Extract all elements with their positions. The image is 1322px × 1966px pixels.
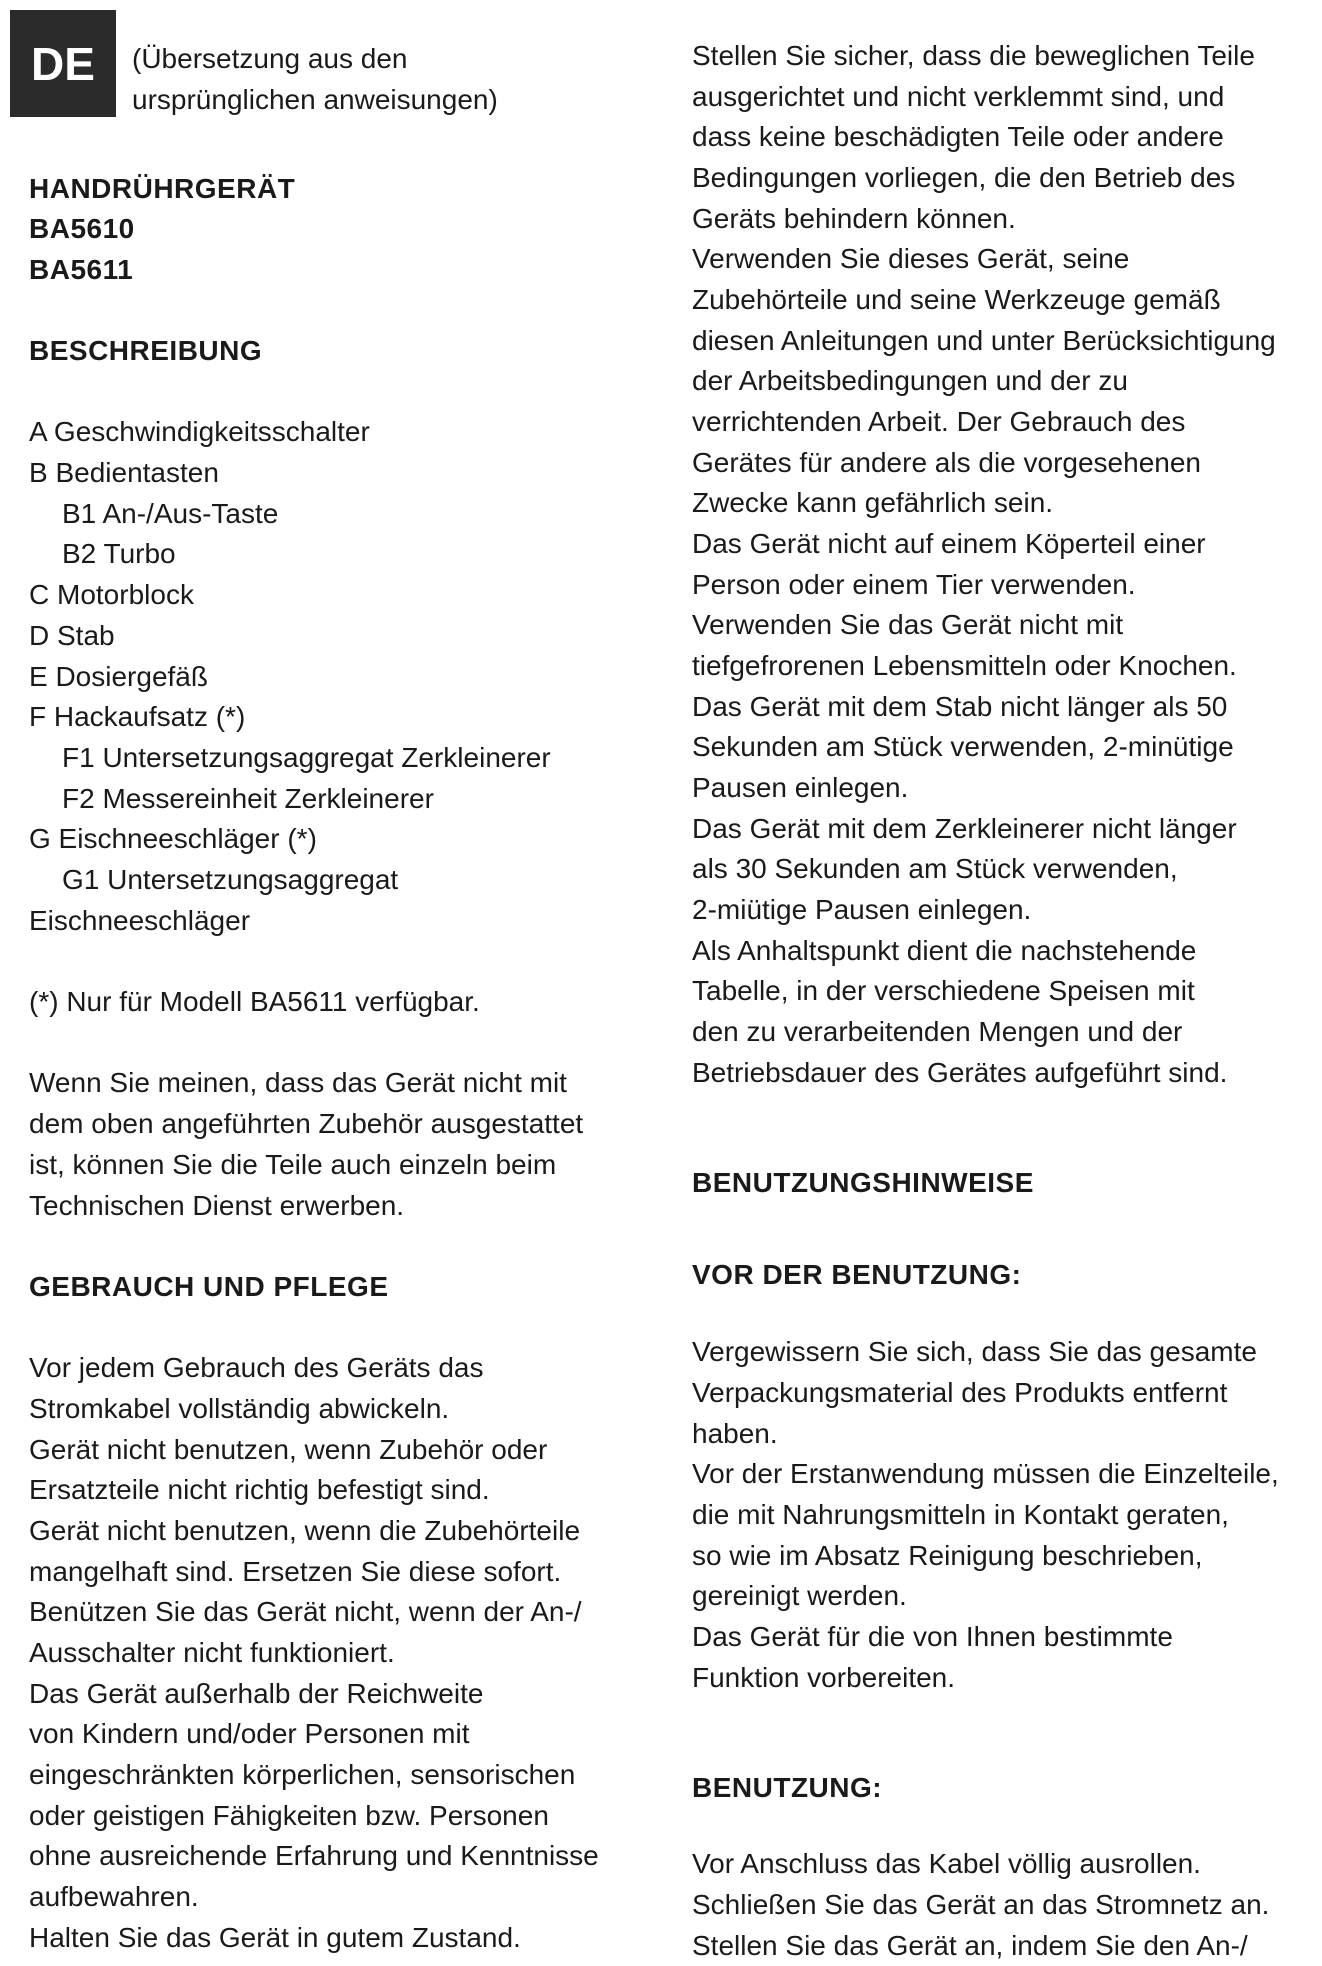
care-continued-line: Geräts behindern können. [692,203,1016,234]
accessory-note-line: Technischen Dienst erwerben. [29,1190,405,1221]
care-text-line: aufbewahren. [29,1881,199,1912]
model-note: (*) Nur für Modell BA5611 verfügbar. [29,986,480,1017]
before-use-heading: VOR DER BENUTZUNG: [692,1259,1022,1290]
care-continued-line: Verwenden Sie das Gerät nicht mit [692,609,1124,640]
model-number: BA5611 [29,254,134,285]
part-subitem: B1 An-/Aus-Taste [62,498,279,529]
care-continued-line: Stellen Sie sicher, dass die beweglichen Teile [692,40,1255,71]
care-text-line: Ersatzteile nicht richtig befestigt sind. [29,1474,490,1505]
part-subitem: F1 Untersetzungsaggregat Zerkleinerer [62,742,551,773]
care-text-line: ohne ausreichende Erfahrung und Kenntnisse [29,1840,599,1871]
before-use-line: Verpackungsmaterial des Produkts entfernt [692,1377,1228,1408]
care-continued-line: Als Anhaltspunkt dient die nachstehende [692,935,1197,966]
care-text-line: Halten Sie das Gerät in gutem Zustand. [29,1922,521,1953]
product-title: HANDRÜHRGERÄT [29,173,296,204]
care-text-line: von Kindern und/oder Personen mit [29,1718,470,1749]
care-text-line: eingeschränkten körperlichen, sensorischen [29,1759,576,1790]
before-use-line: Das Gerät für die von Ihnen bestimmte [692,1621,1173,1652]
translation-note-line: ursprünglichen anweisungen) [132,84,498,115]
care-text-line: Stromkabel vollständig abwickeln. [29,1393,450,1424]
description-heading: BESCHREIBUNG [29,335,263,366]
part-subitem: G1 Untersetzungsaggregat [62,864,399,895]
translation-note [132,38,498,120]
part-item: D Stab [29,620,115,651]
care-text-line: mangelhaft sind. Ersetzen Sie diese sofort. [29,1556,562,1587]
part-item: G Eischneeschläger (*) [29,823,317,854]
model-number: BA5610 [29,213,135,244]
care-continued-line: Das Gerät mit dem Stab nicht länger als 50 [692,691,1228,722]
before-use-line: Vor der Erstanwendung müssen die Einzelteile, [692,1458,1279,1489]
before-use-line: Vergewissern Sie sich, dass Sie das gesamte [692,1336,1257,1367]
care-continued-line: den zu verarbeitenden Mengen und der [692,1016,1183,1047]
care-continued-line: Tabelle, in der verschiedene Speisen mit [692,975,1195,1006]
care-continued-line: der Arbeitsbedingungen und der zu [692,365,1128,396]
accessory-note-line: Wenn Sie meinen, dass das Gerät nicht mit [29,1067,567,1098]
care-text-line: Benützen Sie das Gerät nicht, wenn der An-/ [29,1596,582,1627]
accessory-note-line: ist, können Sie die Teile auch einzeln beim [29,1149,557,1180]
care-continued-line: Zwecke kann gefährlich sein. [692,487,1054,518]
part-item: C Motorblock [29,579,194,610]
care-continued-line: Bedingungen vorliegen, die den Betrieb des [692,162,1236,193]
care-text-line: Vor jedem Gebrauch des Geräts das [29,1352,484,1383]
care-heading: GEBRAUCH UND PFLEGE [29,1271,389,1302]
before-use-line: Funktion vorbereiten. [692,1662,956,1693]
translation-note-line: (Übersetzung aus den [132,43,408,74]
accessory-note-line: dem oben angeführten Zubehör ausgestattet [29,1108,584,1139]
care-continued-line: Zubehörteile und seine Werkzeuge gemäß [692,284,1221,315]
care-text-line: oder geistigen Fähigkeiten bzw. Personen [29,1800,549,1831]
care-continued-line: als 30 Sekunden am Stück verwenden, [692,853,1178,884]
part-subitem: B2 Turbo [62,538,176,569]
care-continued-line: Verwenden Sie dieses Gerät, seine [692,243,1130,274]
part-item: E Dosiergefäß [29,661,208,692]
use-heading: BENUTZUNG: [692,1772,883,1803]
before-use-line: so wie im Absatz Reinigung beschrieben, [692,1540,1203,1571]
care-continued-line: Betriebsdauer des Gerätes aufgeführt sind. [692,1057,1228,1088]
care-continued-line: Sekunden am Stück verwenden, 2-minütige [692,731,1234,762]
part-item: F Hackaufsatz (*) [29,701,246,732]
part-subitem-continuation: Eischneeschläger [29,905,251,936]
care-continued-line: diesen Anleitungen und unter Berücksichtigung [692,325,1276,356]
care-continued-line: dass keine beschädigten Teile oder andere [692,121,1224,152]
care-text-line: Das Gerät außerhalb der Reichweite [29,1678,484,1709]
care-text-line: Gerät nicht benutzen, wenn die Zubehörteile [29,1515,581,1546]
use-text-line: Vor Anschluss das Kabel völlig ausrollen. [692,1848,1201,1879]
use-text-line: Schließen Sie das Gerät an das Stromnetz an. [692,1889,1270,1920]
care-continued-line: ausgerichtet und nicht verklemmt sind, und [692,81,1225,112]
care-continued-line: Das Gerät nicht auf einem Köperteil einer [692,528,1206,559]
care-continued-line: 2-miütige Pausen einlegen. [692,894,1032,925]
care-continued-line: tiefgefrorenen Lebensmitteln oder Knochen. [692,650,1237,681]
before-use-line: die mit Nahrungsmitteln in Kontakt geraten, [692,1499,1229,1530]
care-continued-line: Person oder einem Tier verwenden. [692,569,1136,600]
care-continued-line: Pausen einlegen. [692,772,909,803]
part-subitem: F2 Messereinheit Zerkleinerer [62,783,434,814]
language-badge: DE [10,10,116,117]
before-use-line: gereinigt werden. [692,1580,907,1611]
use-text-line: Stellen Sie das Gerät an, indem Sie den An-/ [692,1930,1248,1961]
usage-heading: BENUTZUNGSHINWEISE [692,1167,1034,1198]
before-use-line: haben. [692,1418,778,1449]
care-continued-line: Gerätes für andere als die vorgesehenen [692,447,1201,478]
care-continued-line: verrichtenden Arbeit. Der Gebrauch des [692,406,1186,437]
care-continued-line: Das Gerät mit dem Zerkleinerer nicht länger [692,813,1237,844]
care-text-line: Ausschalter nicht funktioniert. [29,1637,395,1668]
care-text-line: Gerät nicht benutzen, wenn Zubehör oder [29,1434,548,1465]
part-item: A Geschwindigkeitsschalter [29,416,370,447]
part-item: B Bedientasten [29,457,219,488]
